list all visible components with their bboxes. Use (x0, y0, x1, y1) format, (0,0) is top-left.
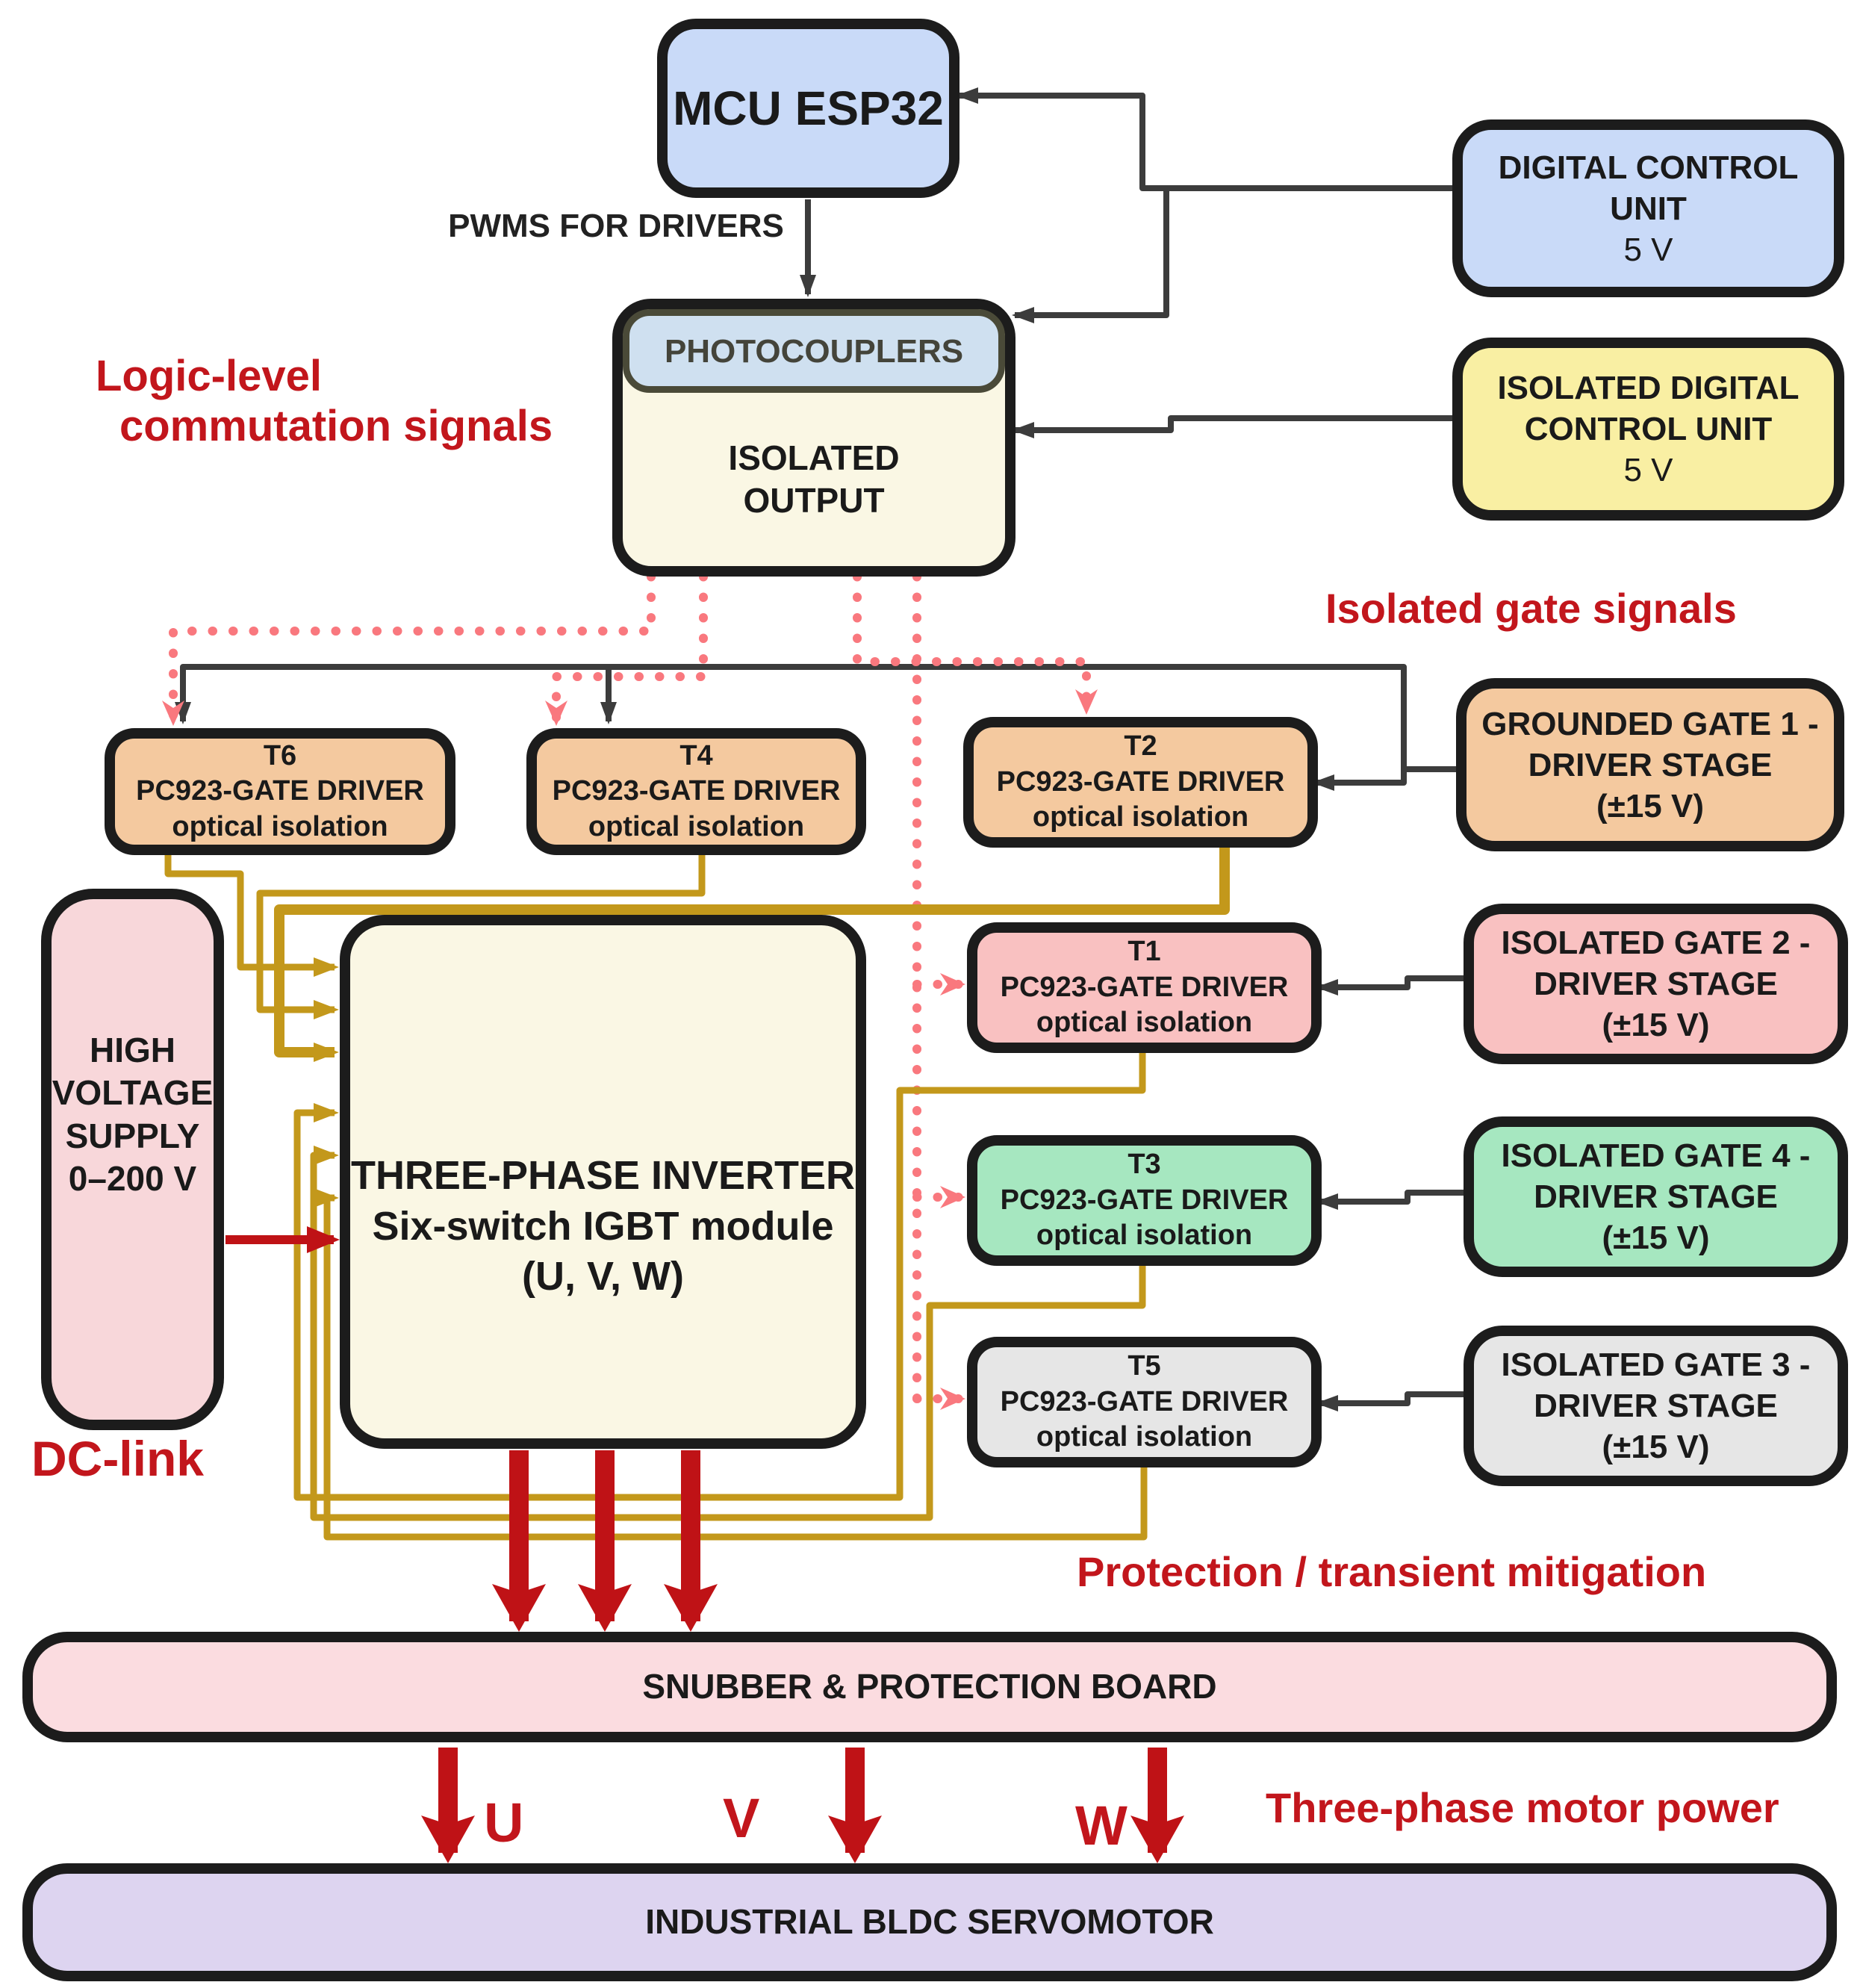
arrow-ig4-to-t3 (1319, 1193, 1464, 1202)
inverter-line2: Six-switch IGBT module (372, 1203, 834, 1249)
node-isolated-digital-control-unit (1452, 338, 1844, 521)
arrow-idcu-to-photocouplers (1015, 418, 1452, 430)
node-t1 (967, 922, 1322, 1053)
ig4-line2: DRIVER STAGE (1534, 1178, 1778, 1215)
t3-title: T3 (1127, 1149, 1161, 1181)
node-photocouplers (612, 299, 1015, 577)
dcu-line2: 5 V (1623, 231, 1673, 268)
arrow-ig3-to-t5 (1319, 1394, 1464, 1403)
idcu-line2: CONTROL UNIT (1524, 411, 1773, 447)
ig3-line3: (±15 V) (1602, 1429, 1710, 1465)
node-t5 (967, 1337, 1322, 1467)
inverter-line1: THREE-PHASE INVERTER (350, 1153, 856, 1199)
ig4-line1: ISOLATED GATE 4 - (1501, 1137, 1811, 1174)
hv-line4: 0–200 V (68, 1159, 197, 1198)
t4-title: T4 (679, 739, 713, 771)
logic-level-line1: Logic-level (96, 352, 322, 400)
dotted-photo-to-t2 (857, 577, 1086, 710)
idcu-line3: 5 V (1623, 452, 1673, 488)
ig3-line2: DRIVER STAGE (1534, 1388, 1778, 1424)
t3-line1: PC923-GATE DRIVER (1000, 1184, 1289, 1216)
t1-line1: PC923-GATE DRIVER (1000, 971, 1289, 1003)
node-isolated-gate2 (1464, 904, 1848, 1064)
arrow-dcu-to-mcu (959, 96, 1452, 188)
node-servomotor (22, 1863, 1837, 1981)
t5-line1: PC923-GATE DRIVER (1000, 1385, 1289, 1417)
t4-line2: optical isolation (588, 810, 805, 842)
t1-line2: optical isolation (1036, 1007, 1253, 1039)
dcu-line1: DIGITAL CONTROL UNIT (1498, 149, 1799, 227)
t2-line2: optical isolation (1032, 801, 1249, 833)
node-isolated-gate3 (1464, 1326, 1848, 1486)
logic-level-label (96, 351, 553, 451)
ig2-line2: DRIVER STAGE (1534, 966, 1778, 1002)
hv-line1: HIGH (90, 1030, 175, 1069)
dotted-photo-to-t4 (556, 577, 703, 721)
pwms-label: PWMS FOR DRIVERS (448, 208, 784, 244)
node-t2 (963, 717, 1318, 848)
ig2-line1: ISOLATED GATE 2 - (1501, 925, 1811, 961)
logic-level-line2: commutation signals (119, 402, 553, 450)
node-mcu (657, 19, 959, 198)
t5-title: T5 (1127, 1350, 1161, 1382)
isolated-output-body (728, 393, 899, 566)
node-t3 (967, 1135, 1322, 1266)
node-snubber (22, 1632, 1837, 1742)
hv-line3: SUPPLY (65, 1116, 200, 1155)
arrow-gg1-to-t2 (1315, 769, 1456, 783)
t2-line1: PC923-GATE DRIVER (996, 765, 1285, 798)
isolated-gate-signals-label: Isolated gate signals (1325, 585, 1737, 632)
dc-link-label: DC-link (31, 1431, 204, 1486)
gg1-line3: (±15 V) (1596, 787, 1704, 824)
ig2-line3: (±15 V) (1602, 1007, 1710, 1043)
arrow-dcu-to-photocouplers (1015, 188, 1166, 315)
t3-line2: optical isolation (1036, 1220, 1253, 1252)
t5-line2: optical isolation (1036, 1421, 1253, 1453)
node-grounded-gate1 (1456, 678, 1844, 851)
gg1-line1: GROUNDED GATE 1 - (1481, 705, 1819, 742)
t6-line2: optical isolation (172, 810, 388, 842)
idcu-line1: ISOLATED DIGITAL (1497, 370, 1800, 406)
protection-label: Protection / transient mitigation (1077, 1548, 1707, 1595)
node-digital-control-unit (1452, 119, 1844, 297)
ig4-line3: (±15 V) (1602, 1220, 1710, 1256)
photocouplers-header (623, 309, 1005, 393)
servomotor-label: INDUSTRIAL BLDC SERVOMOTOR (645, 1902, 1214, 1942)
isolated-output-line1: ISOLATED (728, 438, 900, 477)
ig3-line1: ISOLATED GATE 3 - (1501, 1346, 1811, 1383)
motor-power-label: Three-phase motor power (1266, 1784, 1779, 1831)
mcu-label: MCU ESP32 (673, 81, 944, 135)
photocouplers-label: PHOTOCOUPLERS (664, 332, 964, 370)
node-high-voltage-supply (41, 889, 224, 1430)
inverter-line3: (U, V, W) (521, 1254, 684, 1299)
gg1-line2: DRIVER STAGE (1528, 746, 1773, 783)
node-t6 (105, 728, 455, 855)
isolated-output-line2: OUTPUT (743, 481, 885, 520)
dotted-photo-to-t6 (173, 577, 651, 721)
phase-u-label: U (484, 1792, 524, 1854)
t4-line1: PC923-GATE DRIVER (552, 775, 841, 807)
arrow-ig2-to-t1 (1319, 978, 1464, 987)
node-isolated-gate4 (1464, 1116, 1848, 1277)
t2-title: T2 (1124, 730, 1157, 762)
phase-v-label: V (723, 1787, 760, 1849)
phase-w-label: W (1075, 1795, 1127, 1857)
t6-line1: PC923-GATE DRIVER (136, 775, 424, 807)
t6-title: T6 (263, 739, 297, 771)
node-inverter (340, 915, 866, 1449)
snubber-label: SNUBBER & PROTECTION BOARD (642, 1667, 1217, 1706)
t1-title: T1 (1127, 936, 1161, 968)
hv-line2: VOLTAGE (52, 1073, 214, 1112)
node-t4 (526, 728, 866, 855)
